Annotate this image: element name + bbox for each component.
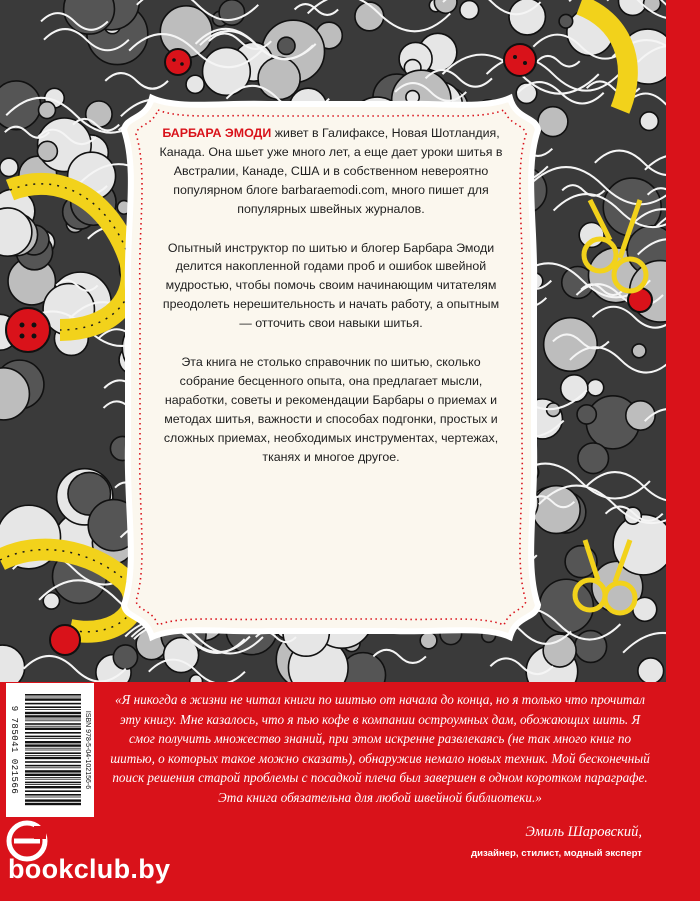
author-bio <box>158 124 504 219</box>
review-author: Эмиль Шаровский, <box>525 824 642 840</box>
panel-text <box>158 124 504 487</box>
author-bio-text: живет в Галифаксе, Новая Шотландия, Канада. Она шьет уже много лет, а еще дает уроки шитья в Австралии, Канаде, США и в собственном невероятно популярном блоге barbaraemodi.com, много пишет для популярных швейных журналов. <box>159 126 503 216</box>
isbn-text: ISBN 978-5-04-102156-6 <box>84 710 91 790</box>
site-watermark: bookclub.by <box>8 854 171 884</box>
spine-edge <box>666 0 700 682</box>
red-button-icon <box>165 49 191 75</box>
description-panel <box>118 90 544 645</box>
review-author-role: дизайнер, стилист, модный эксперт <box>471 848 642 859</box>
red-button-icon <box>504 44 536 76</box>
isbn-block <box>6 683 94 817</box>
red-button-icon <box>6 308 50 352</box>
barcode-icon <box>25 690 81 810</box>
review-quote: «Я никогда в жизни не читал книги по шитью от начала до конца, но я только что прочитал эту книгу. Мне казалось, что я пью кофе в компании остроумных дам, обожающих шить. Я смог получить множество знаний, при этом искренне развлекаясь (не так много книг по шитью, о которых такое можно сказать), обнаружив немало новых техник. Мой бесконечный поиск решения старой проблемы с посадкой плеча был завершен в одном коротком параграфе. Эта книга обязательна для любой швейной библиотеки.» <box>110 692 650 805</box>
instructor-paragraph: Опытный инструктор по шитью и блогер Барбара Эмоди делится накопленной годами проб и ошибок швейной мудростью, чтобы помочь своим начинающим читателям преодолеть нерешительность и начать работу, а опытным — отточить свои навыки шитья. <box>162 240 500 331</box>
isbn-digits: 9 785041 021566 <box>9 705 19 795</box>
book-summary: Эта книга не столько справочник по шитью, сколько собрание бесценного опыта, она предлагает мысли, наработки, советы и рекомендации Барбары о приемах и методах шитья, важности и способах подгонки, простых и сложных приемах, необходимых инструментах, чертежах, тканях и многое другое. <box>163 355 499 464</box>
author-name: БАРБАРА ЭМОДИ <box>162 126 272 140</box>
red-button-icon <box>50 625 80 655</box>
